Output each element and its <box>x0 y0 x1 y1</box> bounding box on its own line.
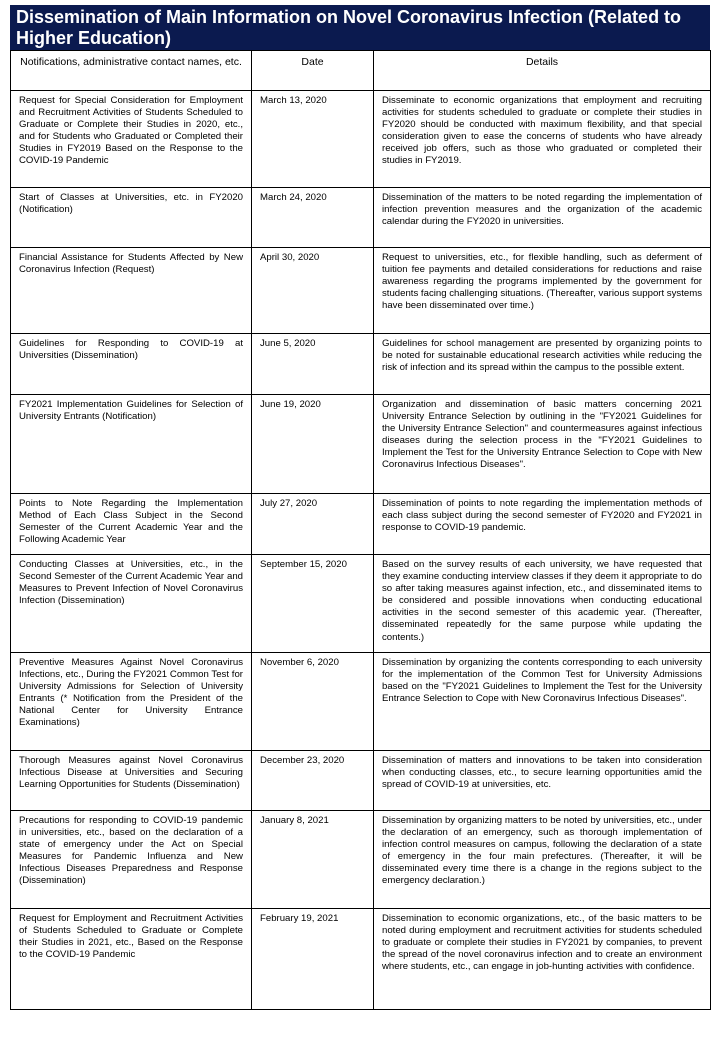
header-date: Date <box>252 51 374 91</box>
date-cell: November 6, 2020 <box>252 653 374 751</box>
details-cell: Dissemination by organizing the contents corresponding to each university for the implementation of the Common Test for University Admissions based on the "FY2021 Guidelines to Implement the Test for the University Entrance Selection to Cope with New Coronavirus Infectious Diseases". <box>374 653 711 751</box>
date-cell: January 8, 2021 <box>252 811 374 909</box>
details-cell: Dissemination of the matters to be noted regarding the implementation of infection prevention measures and the organization of the academic calendar during the FY2020 in universities. <box>374 188 711 248</box>
details-cell: Dissemination of matters and innovations to be taken into consideration when conducting classes, etc., to secure learning opportunities amid the spread of COVID-19 at universities, etc. <box>374 751 711 811</box>
table-row <box>11 653 711 751</box>
notification-cell: Preventive Measures Against Novel Coronavirus Infections, etc., During the FY2021 Common Test for University Admissions for Selection of University Entrants (* Notification from the President of the National Center for University Entrance Examinations) <box>11 653 252 751</box>
table-row <box>11 188 711 248</box>
details-cell: Disseminate to economic organizations that employment and recruiting activities for students scheduled to graduate or complete their studies in FY2020 should be conducted with maximum flexibility, and that special consideration given to ease the concerns of students who have already received job offers, such as those who graduated or completed their studies in FY2019. <box>374 91 711 188</box>
notifications-table <box>10 50 711 1010</box>
table-row <box>11 334 711 395</box>
details-cell: Guidelines for school management are presented by organizing points to be noted for sustainable educational research activities while reducing the risk of infection and its spread within the campus to the possible extent. <box>374 334 711 395</box>
details-cell: Dissemination by organizing matters to be noted by universities, etc., under the declaration of an emergency, such as thorough implementation of infection control measures on campus, following the declaration of a state of emergency in the four main prefectures. (Thereafter, it will be disseminated every time there is a change in the regions subject to the emergency declaration.) <box>374 811 711 909</box>
details-cell: Request to universities, etc., for flexible handling, such as deferment of tuition fee payments and detailed considerations for reductions and raise awareness regarding the programs implemented by the government for students facing challenging situations. (Thereafter, various support systems have been disseminated over time.) <box>374 248 711 334</box>
date-cell: December 23, 2020 <box>252 751 374 811</box>
notification-cell: Conducting Classes at Universities, etc., in the Second Semester of the Current Academic Year and Measures to Prevent Infection of Novel Coronavirus Infection (Dissemination) <box>11 555 252 653</box>
notification-cell: Guidelines for Responding to COVID-19 at Universities (Dissemination) <box>11 334 252 395</box>
date-cell: July 27, 2020 <box>252 494 374 555</box>
header-details: Details <box>374 51 711 91</box>
table-row <box>11 494 711 555</box>
date-cell: February 19, 2021 <box>252 909 374 1010</box>
notification-cell: Request for Special Consideration for Employment and Recruitment Activities of Students Scheduled to Graduate or Complete their Studies in 2020, etc., and for Students who Graduated or Completed their Studies in FY2019 Based on the Response to the COVID-19 Pandemic <box>11 91 252 188</box>
table-row <box>11 909 711 1010</box>
date-cell: March 24, 2020 <box>252 188 374 248</box>
table-row <box>11 248 711 334</box>
table-row <box>11 811 711 909</box>
table-row <box>11 751 711 811</box>
date-cell: June 5, 2020 <box>252 334 374 395</box>
table-header-row <box>11 51 711 91</box>
notification-cell: FY2021 Implementation Guidelines for Selection of University Entrants (Notification) <box>11 395 252 494</box>
details-cell: Dissemination of points to note regarding the implementation methods of each class subject during the second semester of FY2020 and FY2021 in response to COVID-19 pandemic. <box>374 494 711 555</box>
details-cell: Organization and dissemination of basic matters concerning 2021 University Entrance Selection by outlining in the "FY2021 Guidelines for the University Entrance Selection" and countermeasures against infectious diseases during the selection process in the "FY2021 Guidelines to Implement the Test for the University Entrance Selection to Cope with New Coronavirus Infectious Diseases". <box>374 395 711 494</box>
table-row <box>11 555 711 653</box>
details-cell: Based on the survey results of each university, we have requested that they examine conducting interview classes if they deem it appropriate to do so after taking measures against infection, etc., and disseminated items to be considered and possible innovations when conducting educational activities in the second semester of this academic year. (Thereafter, disseminated repeatedly for the same purpose while updating the contents.) <box>374 555 711 653</box>
details-cell: Dissemination to economic organizations, etc., of the basic matters to be noted during employment and recruitment activities for students scheduled to graduate or complete their studies in FY2021 by companies, to prevent the spread of the novel coronavirus infection and to create an environment where students, etc., can engage in job-hunting activities with confidence. <box>374 909 711 1010</box>
page-title: Dissemination of Main Information on Novel Coronavirus Infection (Related to Higher Education) <box>10 5 710 50</box>
table-row <box>11 395 711 494</box>
notification-cell: Points to Note Regarding the Implementation Method of Each Class Subject in the Second Semester of the Current Academic Year and the Following Academic Year <box>11 494 252 555</box>
notification-cell: Start of Classes at Universities, etc. in FY2020 (Notification) <box>11 188 252 248</box>
notification-cell: Financial Assistance for Students Affected by New Coronavirus Infection (Request) <box>11 248 252 334</box>
table-row <box>11 91 711 188</box>
notification-cell: Precautions for responding to COVID-19 pandemic in universities, etc., based on the declaration of a state of emergency under the Act on Special Measures for Pandemic Influenza and New Infectious Diseases Preparedness and Response (Dissemination) <box>11 811 252 909</box>
date-cell: June 19, 2020 <box>252 395 374 494</box>
date-cell: April 30, 2020 <box>252 248 374 334</box>
notification-cell: Thorough Measures against Novel Coronavirus Infectious Disease at Universities and Securing Learning Opportunities for Students (Dissemination) <box>11 751 252 811</box>
header-notification: Notifications, administrative contact names, etc. <box>11 51 252 91</box>
date-cell: September 15, 2020 <box>252 555 374 653</box>
date-cell: March 13, 2020 <box>252 91 374 188</box>
notification-cell: Request for Employment and Recruitment Activities of Students Scheduled to Graduate or Complete their Studies in 2021, etc., Based on the Response to the COVID-19 Pandemic <box>11 909 252 1010</box>
